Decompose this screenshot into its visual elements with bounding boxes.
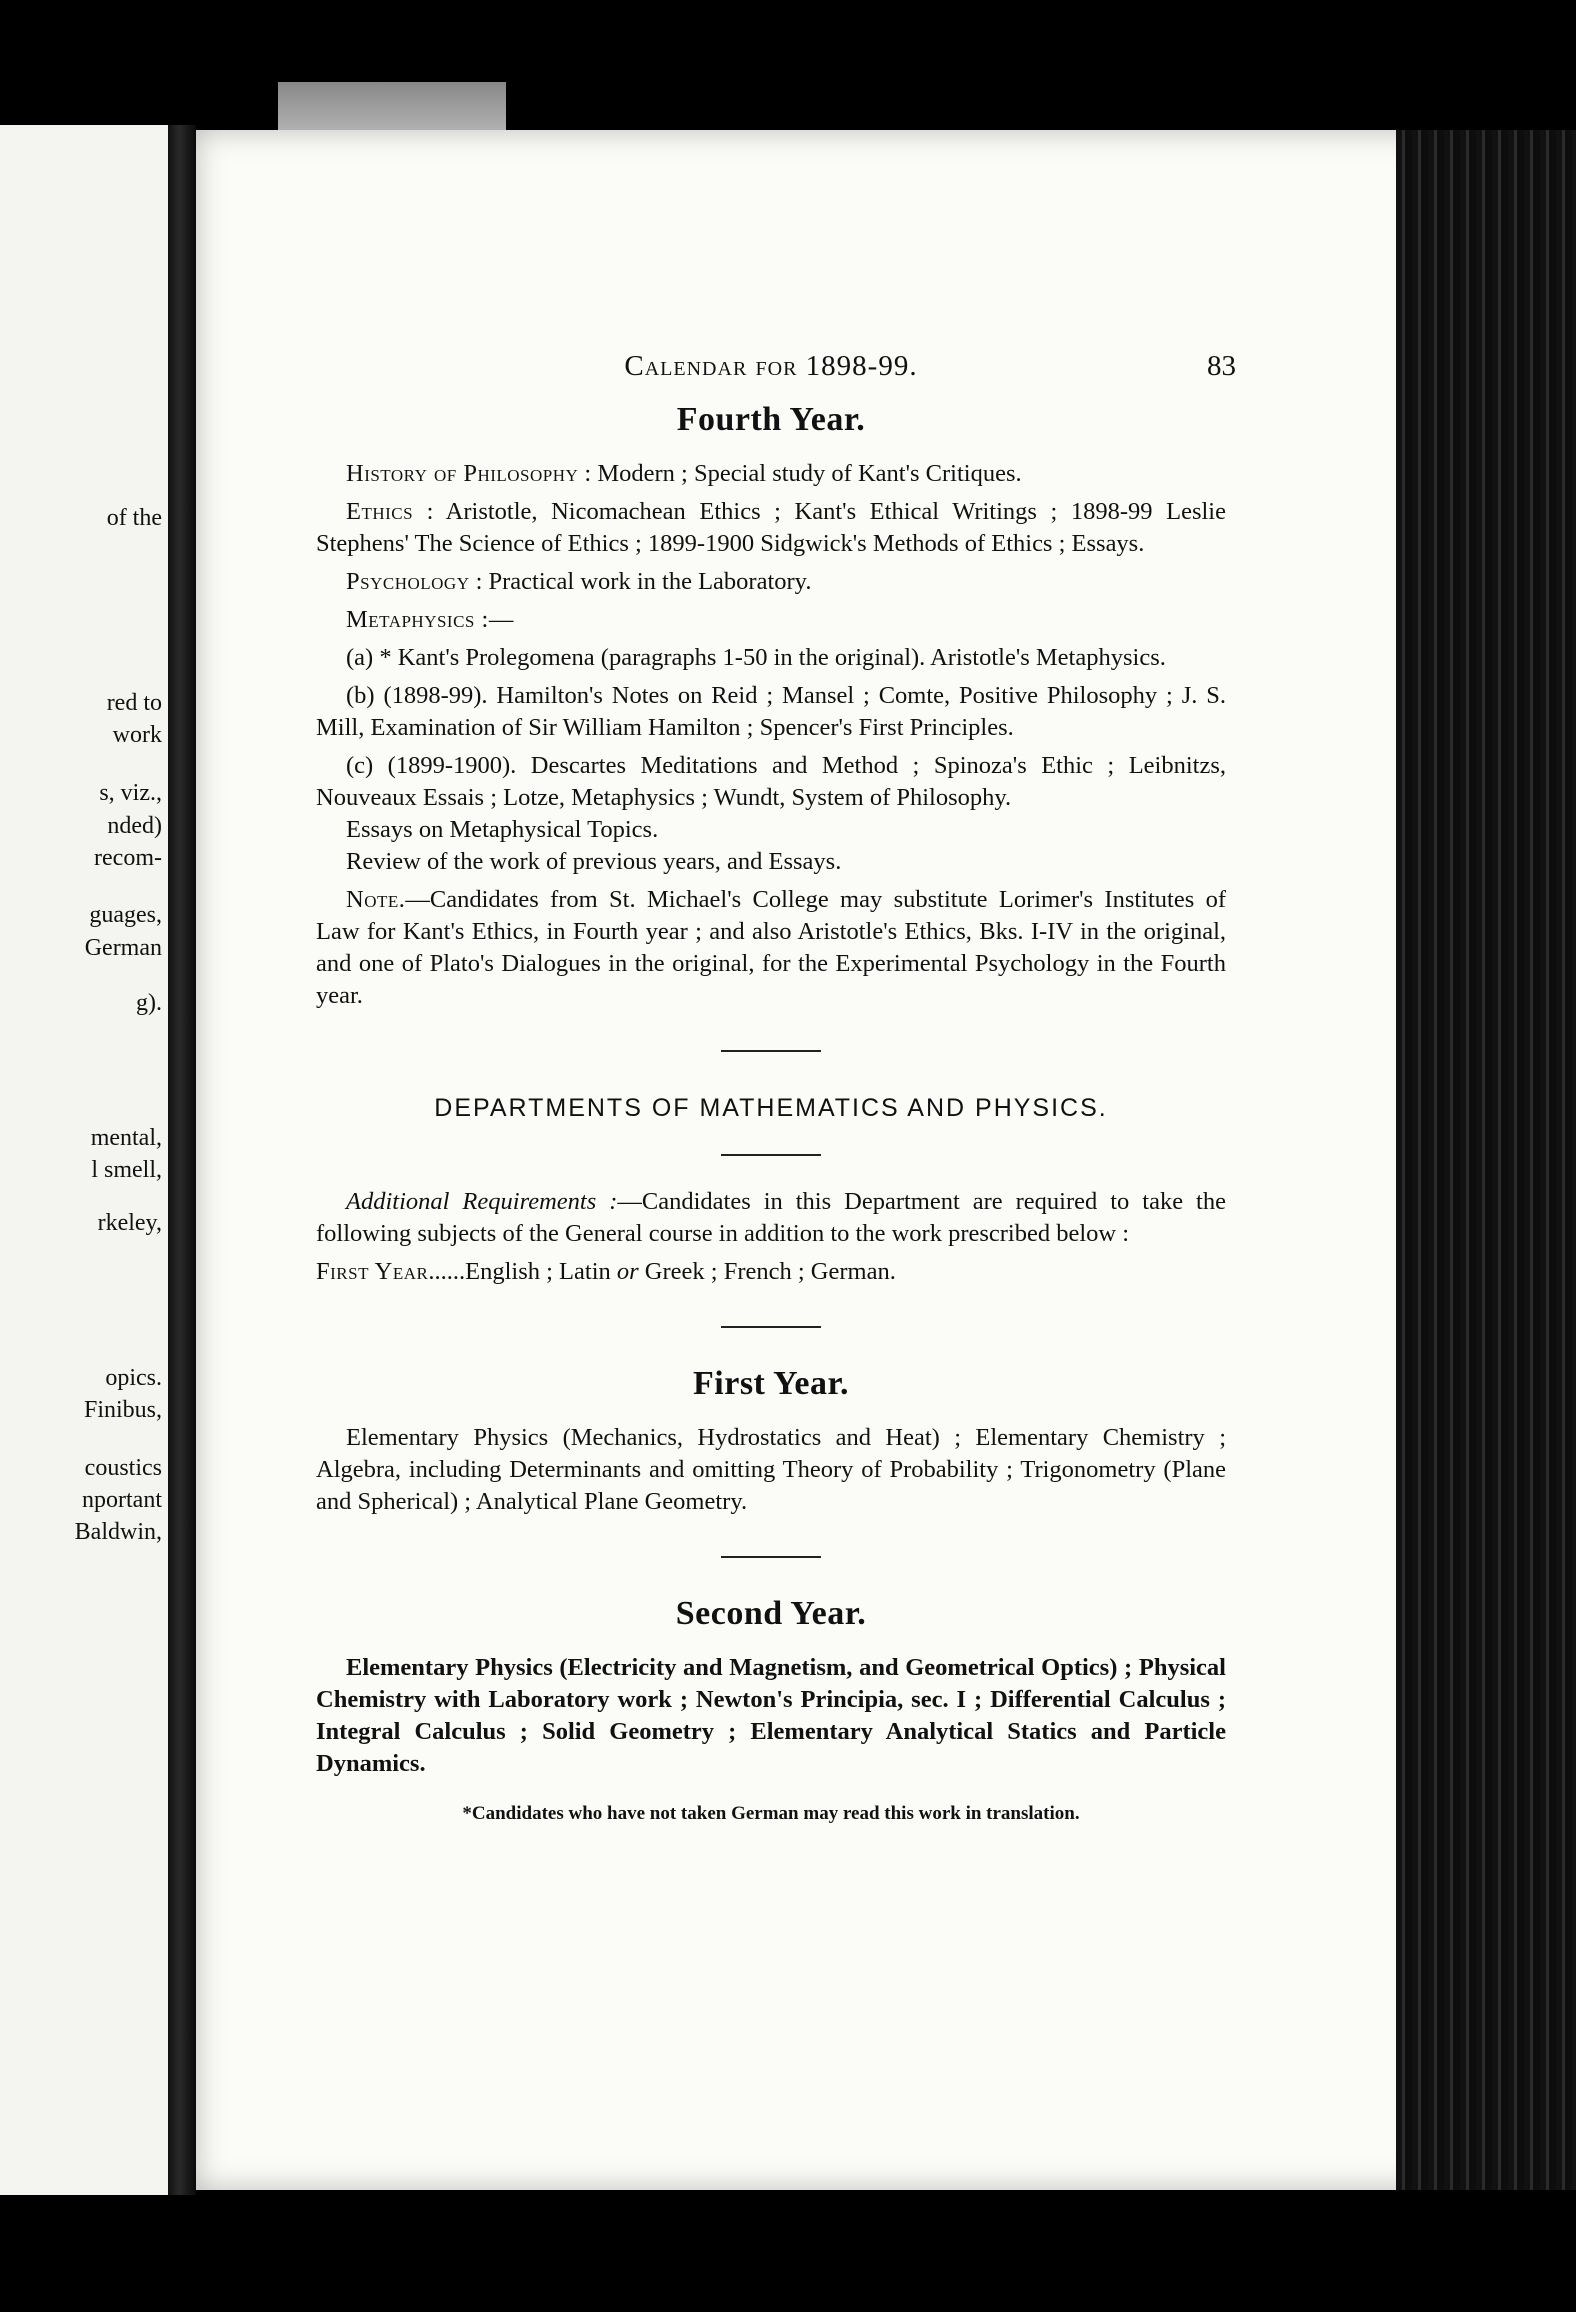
- metaphysics-b: (b) (1898-99). Hamilton's Notes on Reid ; Mansel ; Comte, Positive Philosophy ; J. S. Mill, Examination of Sir William Hamilton ; Spencer's First Principles.: [316, 682, 1226, 741]
- note-paragraph: [316, 884, 1226, 1012]
- section-divider: [721, 1050, 821, 1052]
- note-text: —Candidates from St. Michael's College may substitute Lorimer's Institutes of Law for Kant's Ethics, in Fourth year ; and also Aristotle's Ethics, Bks. I-IV in the original, and one of Plato's Dialogues in the original, for the Experimental Psychology in the Fourth year.: [316, 886, 1226, 1009]
- metaphysics-a: (a) * Kant's Prolegomena (paragraphs 1-50 in the original). Aristotle's Metaphysics.: [346, 644, 1166, 671]
- book-binding: [168, 125, 196, 2195]
- page-edges: [1396, 130, 1576, 2190]
- history-of-philosophy: [316, 458, 1226, 490]
- second-year-heading: Second Year.: [675, 1595, 867, 1632]
- ethics-text: : Aristotle, Nicomachean Ethics ; Kant's Ethical Writings ; 1898-99 Leslie Stephens' The Science of Ethics ; 1899-1900 Sidgwick's Methods of Ethics ; Essays.: [316, 498, 1226, 557]
- metaphysics-c: (c) (1899-1900). Descartes Meditations and Method ; Spinoza's Ethic ; Leibnitzs, Nouveaux Essais ; Lotze, Metaphysics ; Wundt, System of Philosophy.: [316, 752, 1226, 811]
- running-head: Calendar for 1898-99.: [624, 350, 918, 382]
- essays-line: Essays on Metaphysical Topics.: [346, 816, 659, 843]
- first-year-req-text2: Greek ; French ; German.: [638, 1258, 896, 1285]
- psychology-label: Psychology: [346, 568, 470, 595]
- note-label: Note.: [346, 886, 406, 913]
- left-fragment: l smell,: [91, 1157, 162, 1183]
- left-fragment: g).: [136, 990, 162, 1016]
- first-year-req-text: English ; Latin: [465, 1258, 617, 1285]
- first-year-req-label: First Year: [316, 1258, 429, 1285]
- left-fragment: nded): [107, 813, 162, 839]
- additional-text: —Candidates in this Department are required to take the following subjects of the General course in addition to the work prescribed below :: [316, 1188, 1226, 1247]
- left-fragment: guages,: [89, 902, 162, 928]
- left-fragment: mental,: [90, 1125, 162, 1151]
- page-content: [316, 350, 1236, 1830]
- ethics-label: Ethics: [346, 498, 414, 525]
- left-fragment: coustics: [84, 1455, 162, 1481]
- additional-requirements: [316, 1186, 1226, 1250]
- first-year-requirements: [316, 1256, 1226, 1288]
- metaphysics-label: Metaphysics :—: [346, 606, 514, 633]
- left-fragment: opics.: [105, 1365, 162, 1391]
- left-fragment: red to: [106, 690, 162, 716]
- psychology-text: : Practical work in the Laboratory.: [469, 568, 812, 595]
- section-divider: [721, 1154, 821, 1156]
- history-label: History of Philosophy: [346, 460, 579, 487]
- ethics-entry: [316, 496, 1226, 560]
- document-page: [196, 130, 1426, 2190]
- departments-heading: DEPARTMENTS OF MATHEMATICS AND PHYSICS.: [434, 1094, 1108, 1122]
- section-divider: [721, 1326, 821, 1328]
- left-fragment: rkeley,: [97, 1210, 162, 1236]
- second-year-text: Elementary Physics (Electricity and Magnetism, and Geometrical Optics) ; Physical Chemistry with Laboratory work ; Newton's Principia, sec. I ; Differential Calculus ; Integral Calculus ; Solid Geometry ; Elementary Analytical Statics and Particle Dynamics.: [316, 1654, 1226, 1777]
- or-word: or: [616, 1258, 639, 1285]
- left-fragment: nportant: [82, 1487, 162, 1513]
- left-fragment: recom-: [94, 845, 162, 871]
- footnote: *Candidates who have not taken German may read this work in translation.: [462, 1803, 1080, 1824]
- page-header: [316, 350, 1236, 394]
- left-fragment: work: [112, 722, 162, 748]
- first-year-dots: ......: [428, 1258, 466, 1285]
- second-year-block: [316, 1652, 1226, 1780]
- left-fragment: German: [84, 935, 162, 961]
- first-year-heading: First Year.: [693, 1365, 849, 1402]
- left-fragment: Baldwin,: [74, 1519, 162, 1545]
- history-text: : Modern ; Special study of Kant's Critiques.: [578, 460, 1022, 487]
- additional-label: Additional Requirements :: [346, 1188, 618, 1215]
- fourth-year-heading: Fourth Year.: [676, 401, 866, 438]
- first-year-text: Elementary Physics (Mechanics, Hydrostatics and Heat) ; Elementary Chemistry ; Algebra, including Determinants and omitting Theory of Probability ; Trigonometry (Plane and Spherical) ; Analytical Plane Geometry.: [316, 1424, 1226, 1515]
- psychology-entry: [316, 566, 1226, 598]
- left-fragment: s, viz.,: [99, 780, 162, 806]
- section-divider: [721, 1556, 821, 1558]
- page-number: 83: [1207, 350, 1236, 382]
- left-facing-page: [0, 125, 172, 2195]
- review-line: Review of the work of previous years, and Essays.: [346, 848, 842, 875]
- left-fragment: of the: [106, 505, 162, 531]
- left-fragment: Finibus,: [83, 1397, 162, 1423]
